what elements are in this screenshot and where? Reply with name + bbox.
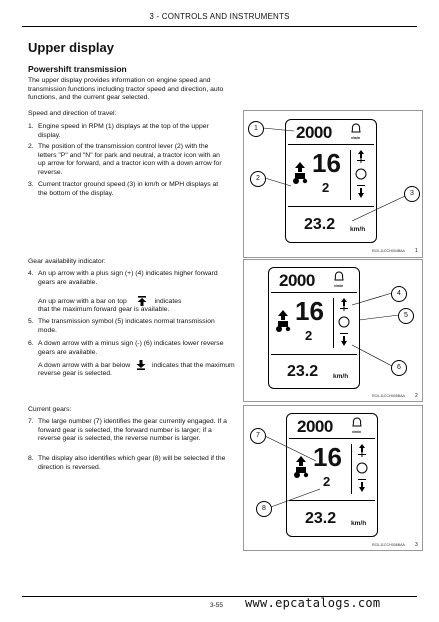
item-number: 8. bbox=[28, 455, 34, 462]
list-item bbox=[28, 123, 228, 140]
item-text: The display also identifies which gear (8) will be selected if the direction is reversed. bbox=[38, 455, 226, 471]
item-text-part: indicates that the maximum reverse gear is selected. bbox=[38, 361, 235, 378]
rpm-unit: x/min bbox=[334, 284, 344, 288]
speed-unit: km/h bbox=[351, 520, 367, 527]
item-text: A down arrow with a minus sign (-) (6) indicates lower reverse gears are available. bbox=[38, 340, 224, 356]
figure-1 bbox=[243, 110, 423, 258]
list-item bbox=[28, 360, 235, 379]
item-number: 4. bbox=[28, 270, 34, 277]
list-item bbox=[28, 455, 228, 472]
list-item bbox=[28, 143, 228, 177]
rpm-value: 2000 bbox=[297, 417, 333, 436]
item-text-part: A down arrow with a bar below bbox=[38, 361, 131, 369]
section-subtitle: Powershift transmission bbox=[28, 64, 127, 74]
callout-4: 4 bbox=[391, 286, 407, 302]
figure-number: 1 bbox=[415, 248, 418, 254]
item-number: 5. bbox=[28, 318, 34, 325]
header-rule bbox=[22, 26, 417, 27]
leader-lines bbox=[244, 260, 422, 401]
item-text bbox=[38, 296, 188, 315]
current-heading: Current gears: bbox=[28, 406, 72, 413]
item-number: 7. bbox=[28, 418, 34, 425]
page-number: 3-55 bbox=[210, 602, 224, 609]
callout-2: 2 bbox=[250, 171, 266, 187]
figure-caption: RCIL11CCH004BAA bbox=[372, 249, 405, 253]
rpm-value: 2000 bbox=[279, 271, 315, 290]
item-text: The transmission symbol (5) indicates normal transmission mode. bbox=[38, 318, 215, 334]
rpm-unit: x/min bbox=[351, 136, 361, 140]
callout-5: 5 bbox=[398, 308, 414, 324]
speed-unit: km/h bbox=[333, 373, 349, 380]
speed-unit: km/h bbox=[350, 226, 366, 233]
item-text: The position of the transmission control lever (2) with the letters "P" and "N" for park and neutral, a tractor icon with an up arrow for forward, and a tractor icon with a down arrow for reverse. bbox=[38, 143, 222, 176]
list-item bbox=[28, 296, 228, 315]
gear-reverse: 2 bbox=[322, 180, 330, 195]
intro-paragraph: The upper display provides information on engine speed and transmission functions including tractor speed and direction, auto functions, and the current gear selected. bbox=[28, 77, 224, 101]
speed-heading: Speed and direction of travel: bbox=[28, 110, 117, 117]
gear-heading: Gear availability indicator: bbox=[28, 258, 106, 265]
item-number: 3. bbox=[28, 181, 34, 188]
leader-lines bbox=[244, 406, 422, 550]
section-header: 3 - CONTROLS AND INSTRUMENTS bbox=[149, 12, 290, 21]
rpm-value: 2000 bbox=[296, 123, 332, 142]
item-text bbox=[38, 360, 243, 379]
figure-caption: RCIL11CCH006BAA bbox=[372, 543, 405, 547]
callout-6: 6 bbox=[391, 360, 407, 376]
list-item bbox=[28, 181, 228, 198]
figure-caption: RCIL11CCH005BAA bbox=[372, 394, 405, 398]
list-item bbox=[28, 318, 228, 335]
speed-value: 23.2 bbox=[304, 216, 336, 233]
item-text: An up arrow with a plus sign (+) (4) indicates higher forward gears are available. bbox=[38, 270, 218, 286]
gear-current: 16 bbox=[313, 442, 342, 472]
gear-reverse: 2 bbox=[305, 328, 313, 343]
max-forward-arrow-icon bbox=[137, 296, 147, 306]
gear-reverse: 2 bbox=[323, 474, 331, 489]
rpm-unit: x/min bbox=[352, 430, 362, 434]
gear-current: 16 bbox=[295, 296, 324, 326]
watermark: www.epcatalogs.com bbox=[245, 596, 381, 610]
max-reverse-arrow-icon bbox=[136, 360, 146, 370]
figure-number: 3 bbox=[415, 542, 418, 548]
callout-7: 7 bbox=[250, 428, 266, 444]
page-title: Upper display bbox=[28, 40, 114, 55]
item-text-part: An up arrow with a bar on top bbox=[38, 297, 127, 305]
leader-lines bbox=[244, 111, 422, 257]
item-number: 2. bbox=[28, 143, 34, 150]
item-text-part: indicates that the maximum forward gear is available. bbox=[38, 297, 182, 314]
gear-current: 16 bbox=[312, 148, 341, 178]
item-text: Engine speed in RPM (1) displays at the top of the upper display. bbox=[38, 123, 209, 139]
item-number: 6. bbox=[28, 340, 34, 347]
item-text: Current tractor ground speed (3) in km/h or MPH displays at the bottom of the display. bbox=[38, 181, 219, 197]
speed-value: 23.2 bbox=[305, 510, 337, 527]
figure-number: 2 bbox=[415, 393, 418, 399]
speed-value: 23.2 bbox=[287, 363, 319, 380]
list-item bbox=[28, 270, 228, 287]
callout-3: 3 bbox=[404, 186, 420, 202]
figure-2 bbox=[243, 259, 423, 402]
callout-1: 1 bbox=[248, 121, 264, 137]
callout-8: 8 bbox=[256, 501, 272, 517]
list-item bbox=[28, 418, 228, 444]
figure-3 bbox=[243, 405, 423, 551]
item-text: The large number (7) identifies the gear currently engaged. If a forward gear is selected, the forward number is larger; if a reverse gear is selected, the reverse number is larger. bbox=[38, 418, 227, 442]
list-item bbox=[28, 340, 228, 357]
item-number: 1. bbox=[28, 123, 34, 130]
